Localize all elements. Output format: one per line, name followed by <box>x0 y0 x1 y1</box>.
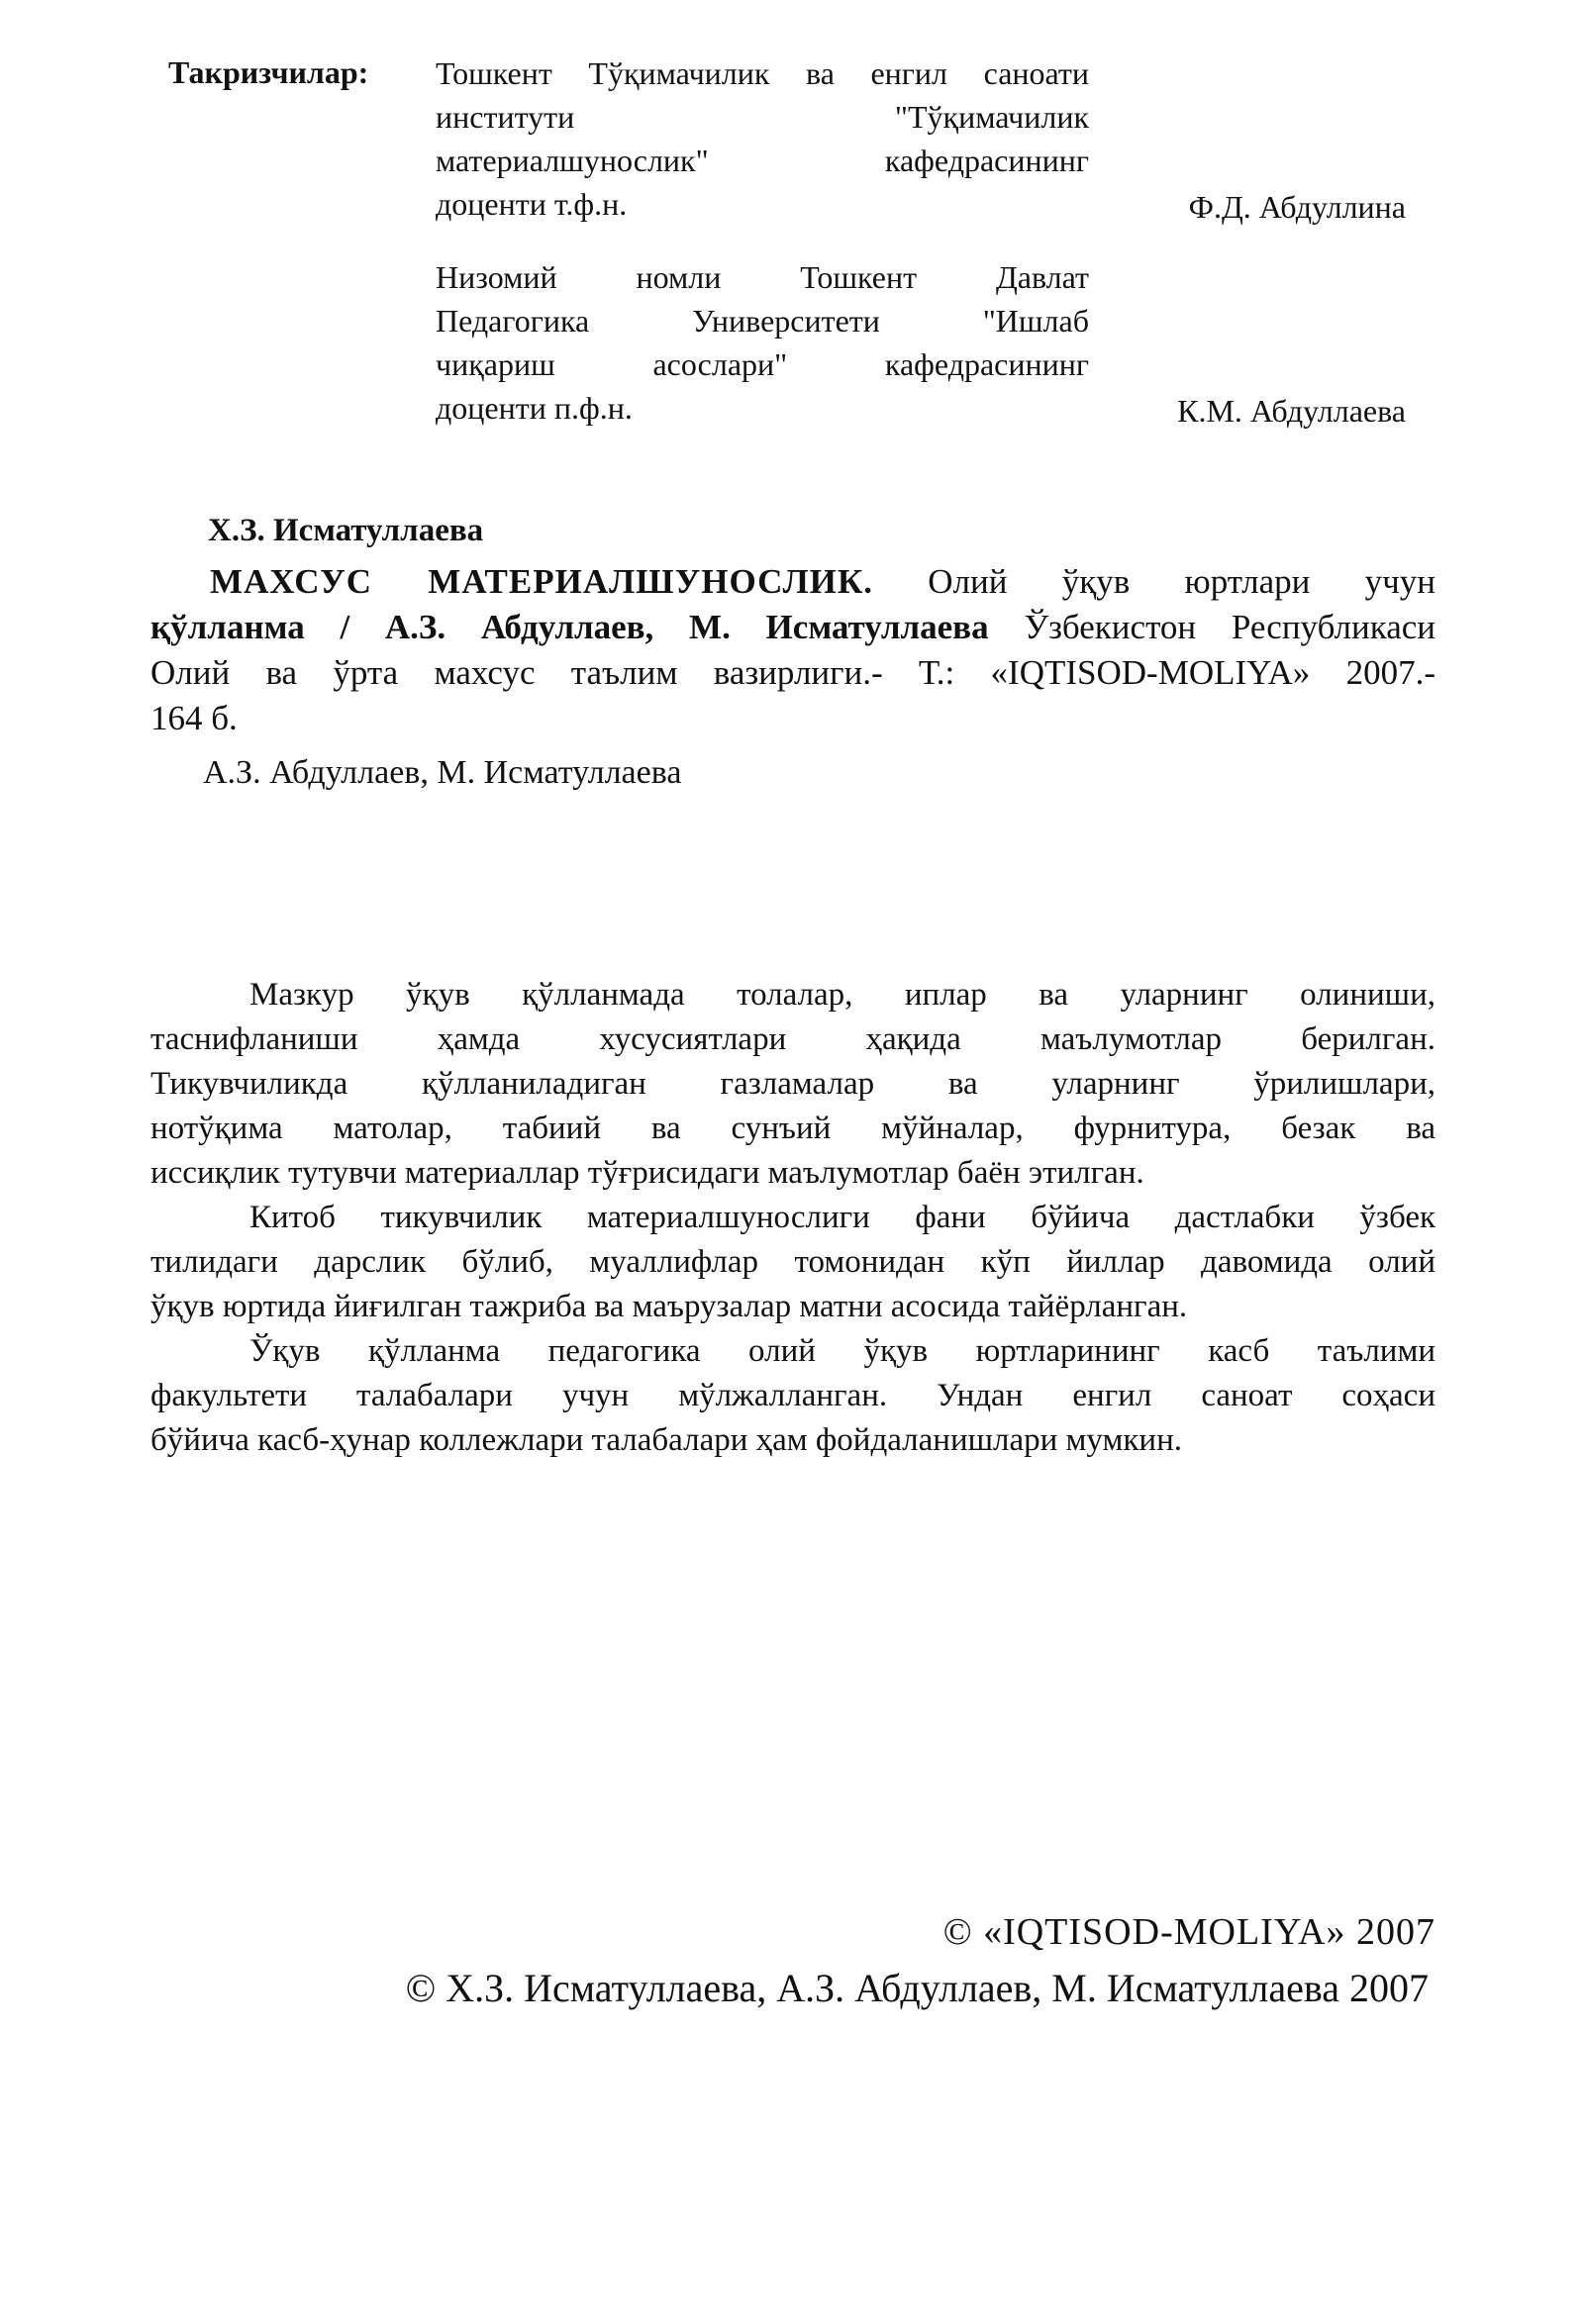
copyright-authors: © Х.З. Исматуллаева, А.З. Абдуллаев, М. Исматуллаева 2007 <box>405 1966 1429 2010</box>
book-title: МАХСУС МАТЕРИАЛШУНОСЛИК. <box>210 562 874 601</box>
biblio-line-1 <box>150 559 1436 605</box>
abstract <box>150 973 1436 1463</box>
reviewers-label: Такризчилар: <box>168 54 369 90</box>
bibliographic-entry <box>150 559 1436 741</box>
reviewer-1-line: материалшунослик" кафедрасининг <box>436 143 1089 178</box>
biblio-line-2 <box>150 605 1436 650</box>
reviewer-2 <box>436 255 1406 430</box>
reviewer-2-line: Педагогика Университети "Ишлаб <box>436 303 1089 339</box>
reviewer-1 <box>436 51 1406 226</box>
abstract-line: факультети талабалари учун мўлжалланган. Ундан енгил саноат соҳаси <box>150 1378 1436 1413</box>
abstract-line: Мазкур ўқув қўлланмада толалар, иплар ва уларнинг олиниши, <box>249 977 1436 1013</box>
abstract-line: Ўқув қўлланма педагогика олий ўқув юртларининг касб таълими <box>249 1333 1436 1369</box>
reviewer-1-line: доценти т.ф.н. <box>436 186 628 222</box>
reviewer-1-line: Тошкент Тўқимачилик ва енгил саноати <box>436 55 1089 91</box>
author-heading: Х.З. Исматуллаева <box>208 513 484 548</box>
reviewer-1-name: Ф.Д. Абдуллина <box>1188 189 1406 225</box>
abstract-line: таснифланиши ҳамда хусусиятлари ҳақида маълумотлар берилган. <box>150 1021 1436 1057</box>
abstract-line: бўйича касб-ҳунар коллежлари талабалари ҳам фойдаланишлари мумкин. <box>150 1422 1182 1458</box>
reviewer-1-affiliation <box>436 51 1089 226</box>
biblio-line-4: 164 б. <box>150 699 238 737</box>
reviewer-2-affiliation <box>436 255 1089 430</box>
abstract-line: тилидаги дарслик бўлиб, муаллифлар томонидан кўп йиллар давомида олий <box>150 1244 1436 1280</box>
reviewer-2-line: чиқариш асослари" кафедрасининг <box>436 346 1089 382</box>
reviewer-2-line: доценти п.ф.н. <box>436 390 633 426</box>
reviewer-2-name: К.М. Абдуллаева <box>1177 393 1406 429</box>
reviewer-2-line: Низомий номли Тошкент Давлат <box>436 259 1089 295</box>
book-authors-bold: қўлланма / А.З. Абдуллаев, М. Исматуллаева <box>150 608 989 646</box>
abstract-line: Китоб тикувчилик материалшунослиги фани бўйича дастлабки ўзбек <box>249 1200 1436 1235</box>
book-title-rest: Олий ўқув юртлари учун <box>928 562 1436 601</box>
abstract-line: иссиқлик тутувчи материаллар тўғрисидаги маълумотлар баён этилган. <box>150 1155 1144 1191</box>
abstract-line: нотўқима матолар, табиий ва сунъий мўйналар, фурнитура, безак ва <box>150 1111 1436 1146</box>
authors-line: А.З. Абдуллаев, М. Исматуллаева <box>203 754 682 791</box>
book-line-2-rest: Ўзбекистон Республикаси <box>1024 608 1436 646</box>
abstract-line: ўқув юртида йиғилган тажриба ва маърузалар матни асосида тайёрланган. <box>150 1289 1188 1324</box>
copyright-publisher: © «IQTISOD-MOLIYA» 2007 <box>942 1911 1436 1953</box>
abstract-line: Тикувчиликда қўлланиладиган газламалар ва уларнинг ўрилишлари, <box>150 1066 1436 1102</box>
reviewer-1-line: институти "Тўқимачилик <box>436 99 1089 135</box>
biblio-line-3: Олий ва ўрта махсус таълим вазирлиги.- Т.: «IQTISOD-MOLIYA» 2007.- <box>150 653 1436 692</box>
